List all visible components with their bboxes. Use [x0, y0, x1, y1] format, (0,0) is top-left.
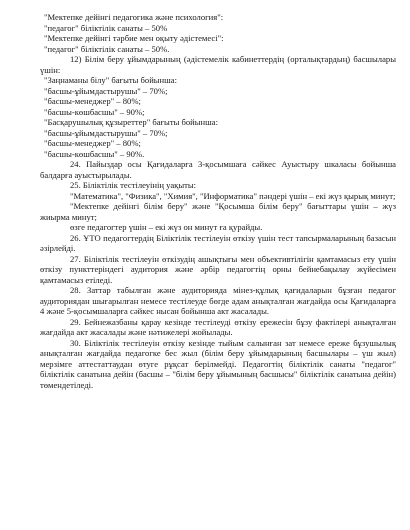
- paragraph-12: 12) Білім беру ұйымдарының (әдістемелік кабинеттердің (орталықтардың) басшылары үшін:: [40, 54, 396, 75]
- text-line: "басшы-менеджер" – 80%;: [44, 96, 141, 106]
- paragraph-25-preschool: "Мектепке дейінгі білім беру" және "Қосымша білім беру" бағыттары үшін – жүз жиырма минут;: [40, 201, 396, 222]
- text-line: "педагог" біліктілік санаты – 50%.: [44, 43, 170, 54]
- paragraph-24: 24. Пайыздар осы Қағидаларға 3-қосымшаға сәйкес Ауыстыру шкаласы бойынша балдарға ауыстырылады.: [40, 159, 396, 180]
- text-line: "басшы-ұйымдастырушы" – 70%;: [44, 127, 168, 138]
- text-line: "педагог" біліктілік санаты – 50%: [44, 22, 168, 33]
- text-line: "Мектепке дейінгі тәрбие мен оқыту әдістемесі":: [44, 33, 224, 43]
- paragraph-26: 26. ҰТО педагогтердің Біліктілік тестілеуін өткізу үшін тест тапсырмаларының базасын әзірлейді.: [40, 232, 396, 253]
- paragraph-29: 29. Бейнежазбаны қарау кезінде тестілеуді өткізу ережесін бұзу фактілері анықталған жағдайда акт жасалады және нәтижелері жойылады.: [40, 316, 396, 337]
- paragraph-28: 28. Заттар табылған және аудиторияда мінез-құлық қағидаларын бұзған педагог аудиториядан шығарылған немесе тестілеуде бөгде адам анықталған жағдайда осы Қағидаларға 4 және 5-қосымшаларға сәйкес нысан бойынша акт жасалады.: [40, 285, 396, 316]
- text-line: "басшы-менеджер" – 80%;: [44, 138, 141, 148]
- text-line: "Басқарушылық құзыреттер" бағыты бойынша:: [44, 117, 218, 127]
- paragraph-27: 27. Біліктілік тестілеуін өткізудің ашықтығы мен объективтілігін қамтамасыз ету үшін өткізу пункттеріндегі аудитория және әрбір педагогтің орны бейнебақылау жүйесімен қамтамасыз етіледі.: [40, 253, 396, 285]
- paragraph-25: 25. Біліктілік тестілеуінің уақыты:: [70, 180, 197, 190]
- text-line: "басшы-көшбасшы" – 90%;: [44, 106, 145, 117]
- text-line: "басшы-көшбасшы" – 90%.: [44, 148, 145, 159]
- text-line: "басшы-ұйымдастырушы" – 70%;: [44, 85, 168, 96]
- paragraph-25-math: "Математика", "Физика", "Химия", "Информатика" пәндері үшін – екі жүз қырық минут;: [70, 190, 396, 201]
- paragraph-30: 30. Біліктілік тестілеуін өткізу кезінде тыйым салынған зат немесе ереже бұзушылық анықталған жағдайда педагогке бес жыл (білім беру ұйымдарының басшылары – үш жыл) мерзімге аттестаттаудан өтуге рұқсат берілмейді. Педагогтің біліктілік санаты "педагог" біліктілік санатына дейін (басшы – "білім беру ұйымының басшысы" біліктілік санатына дейін) төмендетіледі.: [40, 337, 396, 390]
- text-line: "Заңнаманы білу" бағыты бойынша:: [44, 75, 177, 85]
- paragraph-25-other: өзге педагогтер үшін – екі жүз он минут ға қурайды.: [70, 222, 263, 232]
- text-line: "Мектепке дейінгі педагогика және психология":: [44, 12, 224, 22]
